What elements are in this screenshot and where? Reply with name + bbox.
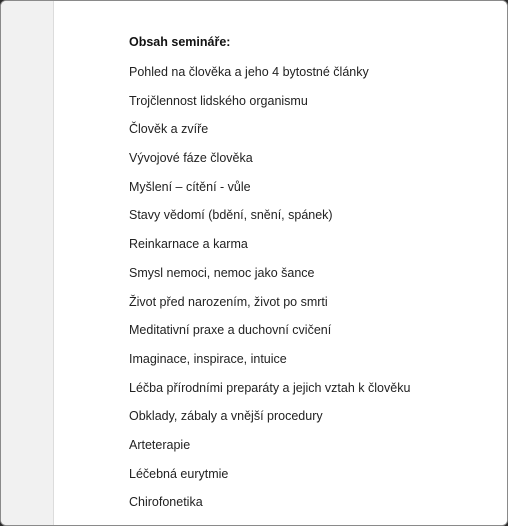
list-item: Imaginace, inspirace, intuice	[129, 351, 287, 366]
left-margin-gutter	[1, 1, 54, 525]
list-item: Léčba přírodními preparáty a jejich vztah k člověku	[129, 380, 411, 395]
list-item: Člověk a zvíře	[129, 122, 209, 137]
list-item: Pohled na člověka a jeho 4 bytostné články	[129, 65, 369, 79]
list-item: Stavy vědomí (bdění, snění, spánek)	[129, 208, 333, 223]
list-item: Trojčlennost lidského organismu	[129, 93, 308, 108]
list-item: Chirofonetika	[129, 495, 203, 510]
list-item: Vývojové fáze člověka	[129, 151, 253, 166]
seminar-contents-heading: Obsah semináře:	[129, 35, 231, 49]
list-item: Myšlení – cítění - vůle	[129, 179, 251, 194]
list-item: Život před narozením, život po smrti	[129, 294, 328, 309]
list-item: Obklady, zábaly a vnější procedury	[129, 409, 323, 424]
list-item: Smysl nemoci, nemoc jako šance	[129, 265, 315, 280]
document-page	[54, 1, 507, 525]
list-item: Meditativní praxe a duchovní cvičení	[129, 323, 332, 338]
seminar-topics-list	[129, 64, 410, 523]
list-item: Reinkarnace a karma	[129, 237, 248, 252]
list-item: Arteterapie	[129, 437, 191, 452]
list-item: Léčebná eurytmie	[129, 466, 229, 481]
